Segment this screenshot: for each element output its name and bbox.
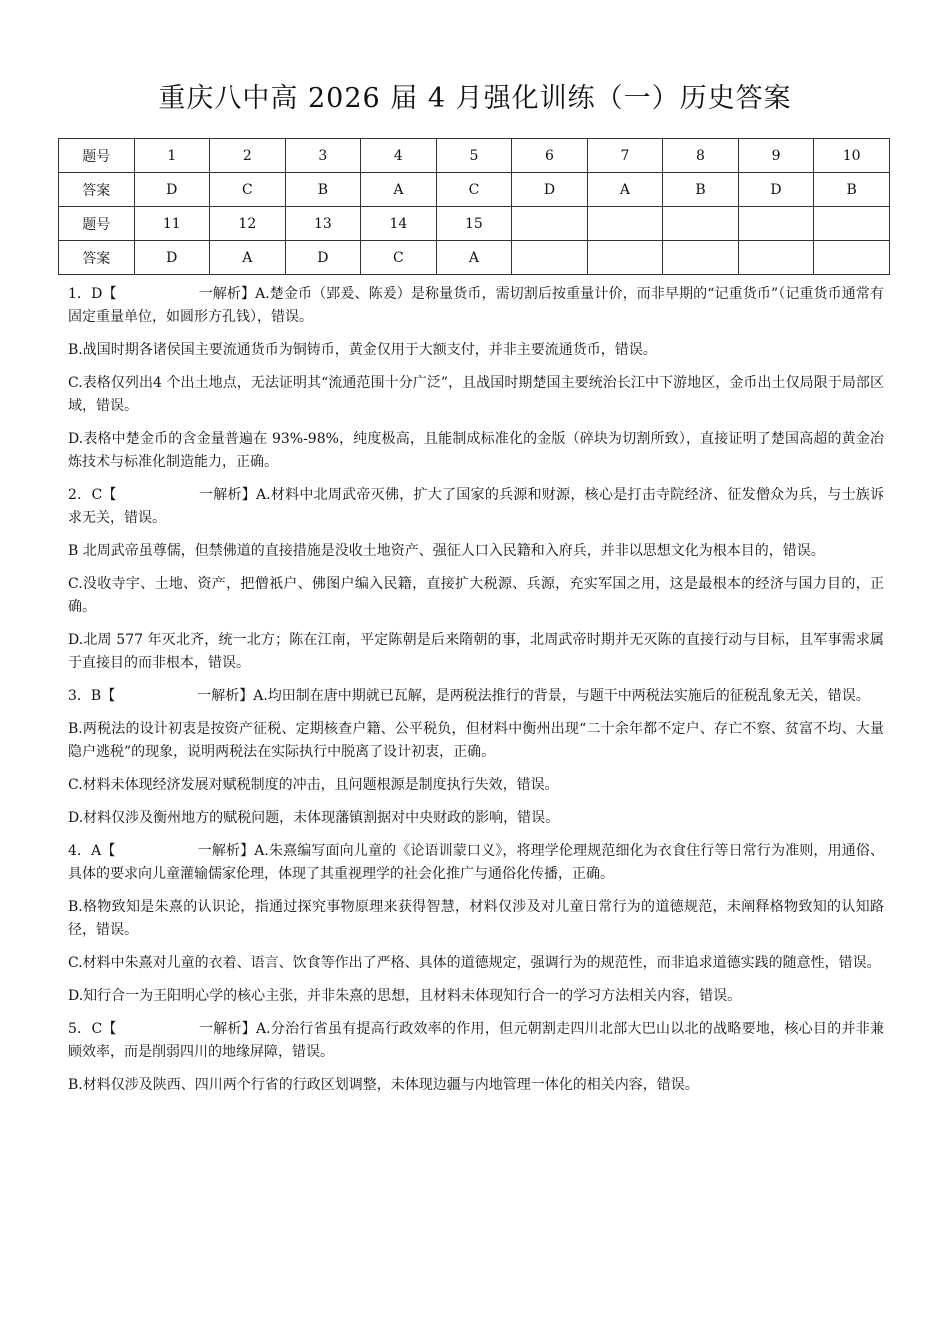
row-header-cell: 答案 [59, 173, 135, 207]
answer-cell [512, 207, 588, 241]
answer-table-row [59, 173, 890, 207]
q5-head: 5．C【 [68, 1021, 117, 1037]
q5-option-a: 一解析】A.分治行省虽有提高行政效率的作用，但元朝割走四川北部大巴山以北的战略要地，核心目的并非兼顾效率，而是削弱四川的地缘屏障，错误。 [68, 1021, 884, 1060]
answer-table-row [59, 241, 890, 275]
answer-cell [512, 241, 588, 275]
q3-option-b: B.两税法的设计初衷是按资产征税、定期核查户籍、公平税负，但材料中衡州出现“二十余年都不定户、存亡不察、贫富不均、大量隐户逃税”的现象，说明两税法在实际执行中脱离了设计初衷，正确。 [68, 721, 884, 760]
answer-cell: 11 [134, 207, 210, 241]
q3-option-d: D.材料仅涉及衡州地方的赋税问题，未体现藩镇割据对中央财政的影响，错误。 [68, 810, 560, 826]
answer-cell: C [436, 173, 512, 207]
answer-cell: D [134, 241, 210, 275]
q1-head: 1．D【 [68, 286, 117, 302]
answer-cell: 10 [814, 139, 890, 173]
answer-cell: D [512, 173, 588, 207]
answer-cell [738, 207, 814, 241]
row-header-cell: 题号 [59, 139, 135, 173]
answer-cell: 8 [663, 139, 739, 173]
answer-cell: A [361, 173, 437, 207]
q2-option-b: B 北周武帝虽尊儒，但禁佛道的直接措施是没收土地资产、强征人口入民籍和入府兵，并非以思想文化为根本目的，错误。 [68, 543, 825, 559]
q2-head: 2．C【 [68, 487, 117, 503]
q1-option-b: B.战国时期各诸侯国主要流通货币为铜铸币，黄金仅用于大额支付，并非主要流通货币，错误。 [68, 342, 657, 358]
q4-analysis [68, 840, 884, 886]
answer-cell: D [738, 173, 814, 207]
answer-cell [738, 241, 814, 275]
q3-head: 3．B【 [68, 688, 116, 704]
answer-cell: B [663, 173, 739, 207]
answer-cell [663, 241, 739, 275]
answer-table [58, 138, 890, 275]
answer-cell: 13 [285, 207, 361, 241]
answer-table-row [59, 139, 890, 173]
q3-option-c: C.材料未体现经济发展对赋税制度的冲击，且问题根源是制度执行失效，错误。 [68, 777, 559, 793]
answer-cell: 5 [436, 139, 512, 173]
row-header-cell: 答案 [59, 241, 135, 275]
q4-option-b: B.格物致知是朱熹的认识论，指通过探究事物原理来获得智慧，材料仅涉及对儿童日常行为的道德规范，未阐释格物致知的认知路径，错误。 [68, 899, 884, 938]
answer-cell: A [587, 173, 663, 207]
answer-cell: 1 [134, 139, 210, 173]
answer-cell: 12 [210, 207, 286, 241]
answer-cell: 9 [738, 139, 814, 173]
q1-option-a: 一解析】A.楚金币（郢爰、陈爰）是称量货币，需切割后按重量计价，而非早期的“记重货币”（记重货币通常有固定重量单位，如圆形方孔钱），错误。 [68, 286, 884, 325]
answer-cell [587, 241, 663, 275]
answer-cell: 4 [361, 139, 437, 173]
q4-option-c: C.材料中朱熹对儿童的衣着、语言、饮食等作出了严格、具体的道德规定，强调行为的规范性，而非追求道德实践的随意性，错误。 [68, 955, 881, 971]
q2-option-a: 一解析】A.材料中北周武帝灭佛，扩大了国家的兵源和财源，核心是打击寺院经济、征发僧众为兵，与士族诉求无关，错误。 [68, 487, 884, 526]
q1-analysis [68, 283, 884, 329]
answer-cell: 7 [587, 139, 663, 173]
q1-option-d: D.表格中楚金币的含金量普遍在 93%-98%，纯度极高，且能制成标准化的金版（碎块为切割所致），直接证明了楚国高超的黄金冶炼技术与标准化制造能力，正确。 [68, 431, 884, 470]
answer-cell: C [361, 241, 437, 275]
answer-cell: B [285, 173, 361, 207]
answer-cell [814, 241, 890, 275]
answer-table-row [59, 207, 890, 241]
answer-cell: 14 [361, 207, 437, 241]
answer-cell [814, 207, 890, 241]
answer-cell: 6 [512, 139, 588, 173]
q5-analysis [68, 1018, 884, 1064]
answer-cell: B [814, 173, 890, 207]
q1-option-c: C.表格仅列出4 个出土地点，无法证明其“流通范围十分广泛”，且战国时期楚国主要统治长江中下游地区，金币出土仅局限于局部区域，错误。 [68, 375, 884, 414]
q3-analysis [68, 685, 884, 708]
q4-head: 4．A【 [68, 843, 116, 859]
row-header-cell: 题号 [59, 207, 135, 241]
answer-cell: A [210, 241, 286, 275]
q5-option-b: B.材料仅涉及陕西、四川两个行省的行政区划调整，未体现边疆与内地管理一体化的相关内容，错误。 [68, 1077, 699, 1093]
answer-cell [663, 207, 739, 241]
q4-option-d: D.知行合一为王阳明心学的核心主张，并非朱熹的思想，且材料未体现知行合一的学习方法相关内容，错误。 [68, 988, 742, 1004]
answer-cell: 15 [436, 207, 512, 241]
answer-cell: C [210, 173, 286, 207]
q2-option-d: D.北周 577 年灭北齐，统一北方；陈在江南，平定陈朝是后来隋朝的事，北周武帝时期并无灭陈的直接行动与目标，且军事需求属于直接目的而非根本，错误。 [68, 632, 884, 671]
q2-analysis [68, 484, 884, 530]
answer-cell: 2 [210, 139, 286, 173]
page-title: 重庆八中高 2026 届 4 月强化训练（一）历史答案 [158, 83, 792, 114]
answer-cell [587, 207, 663, 241]
answer-cell: D [285, 241, 361, 275]
q3-option-a: 一解析】A.均田制在唐中期就已瓦解，是两税法推行的背景，与题干中两税法实施后的征税乱象无关，错误。 [197, 688, 870, 704]
q2-option-c: C.没收寺宇、土地、资产，把僧祇户、佛图户编入民籍，直接扩大税源、兵源，充实军国之用，这是最根本的经济与国力目的，正确。 [68, 576, 884, 615]
answer-cell: D [134, 173, 210, 207]
q4-option-a: 一解析】A.朱熹编写面向儿童的《论语训蒙口义》，将理学伦理规范细化为衣食住行等日常行为准则，用通俗、具体的要求向儿童灌输儒家伦理，体现了其重视理学的社会化推广与通俗化传播，正确。 [68, 843, 884, 882]
analysis-body [68, 283, 884, 1107]
answer-cell: A [436, 241, 512, 275]
answer-cell: 3 [285, 139, 361, 173]
